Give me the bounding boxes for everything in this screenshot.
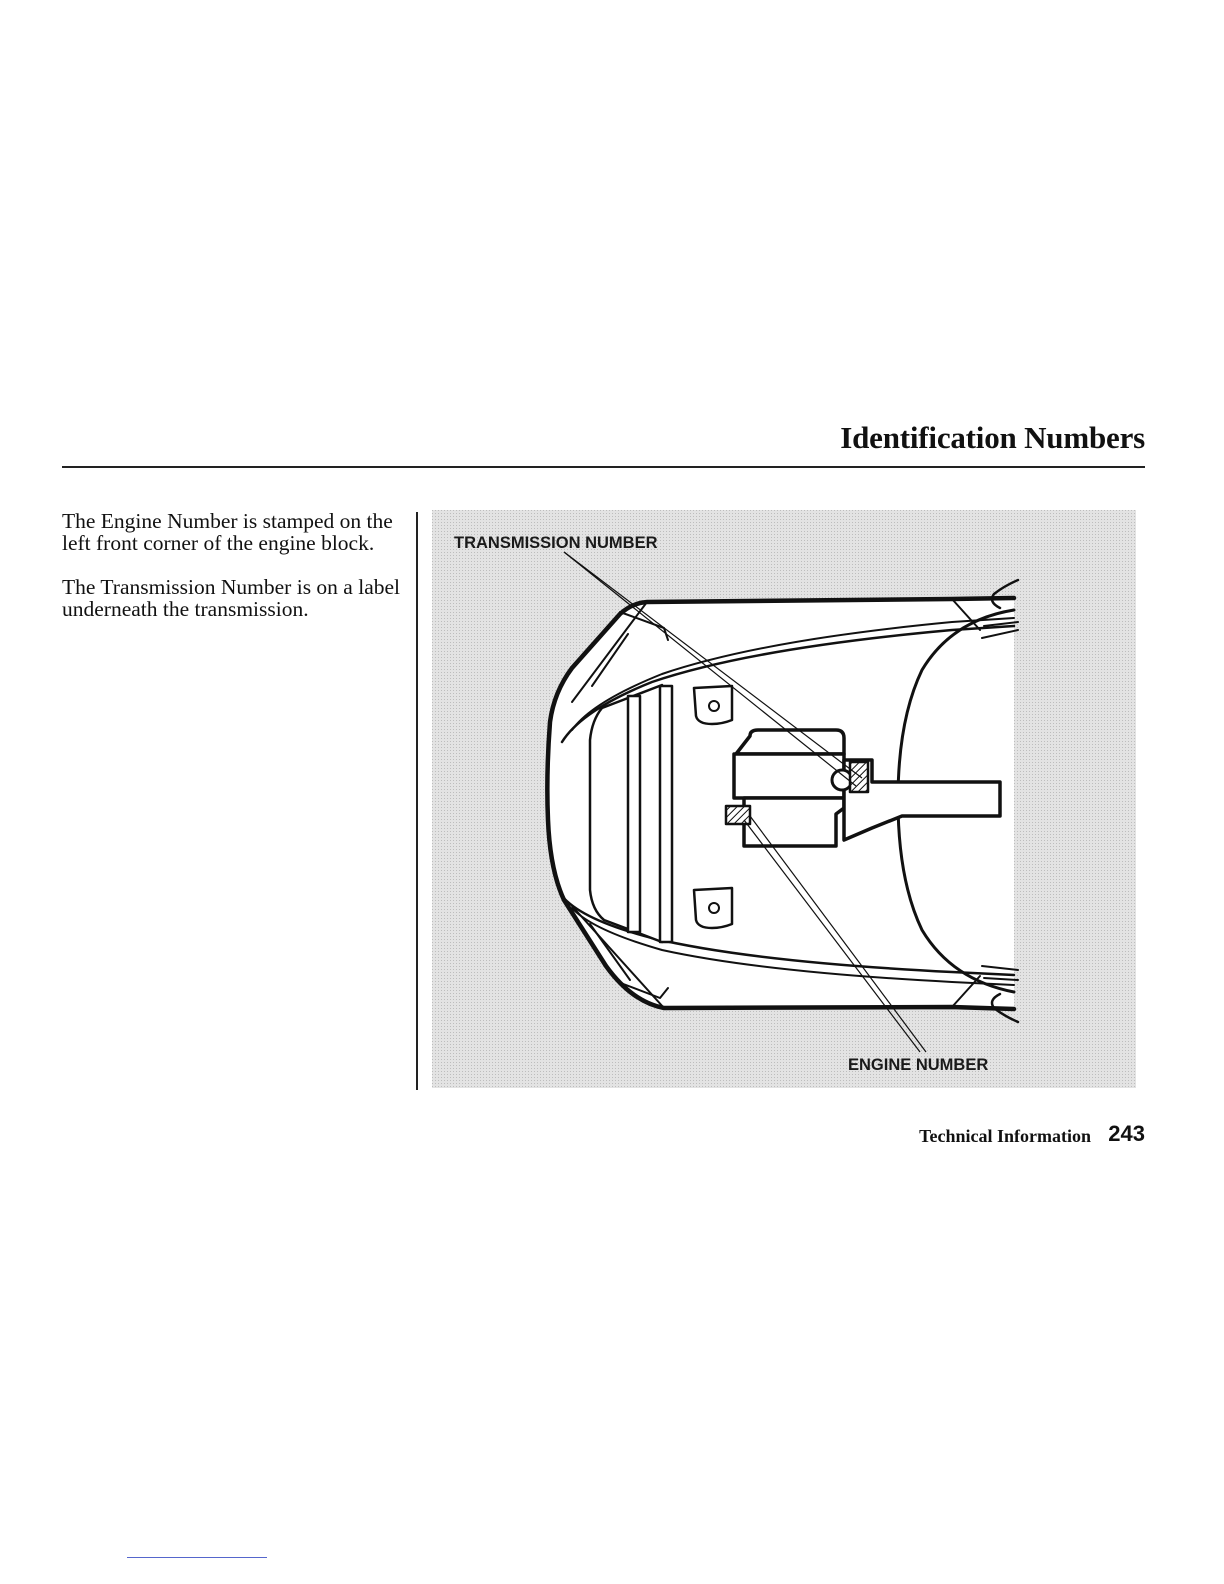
engine-number-stamp	[726, 806, 750, 824]
engine-bay-illustration	[432, 510, 1136, 1088]
transmission-number-label	[850, 762, 868, 792]
transmission-number-paragraph: The Transmission Number is on a label underneath the transmission.	[62, 575, 401, 621]
page-number: 243	[1108, 1121, 1145, 1146]
engine-number-label-text: ENGINE NUMBER	[848, 1056, 989, 1074]
title-divider	[62, 466, 1145, 468]
footer-section-name: Technical Information	[919, 1126, 1091, 1146]
engine-number-paragraph: The Engine Number is stamped on the left front corner of the engine block.	[62, 509, 393, 555]
identification-numbers-diagram	[432, 510, 1136, 1088]
column-divider	[416, 512, 418, 1090]
body-text-column	[62, 510, 402, 642]
transmission-number-label-text: TRANSMISSION NUMBER	[454, 534, 658, 552]
bottom-divider	[127, 1557, 267, 1558]
section-title: Identification Numbers	[840, 420, 1145, 455]
